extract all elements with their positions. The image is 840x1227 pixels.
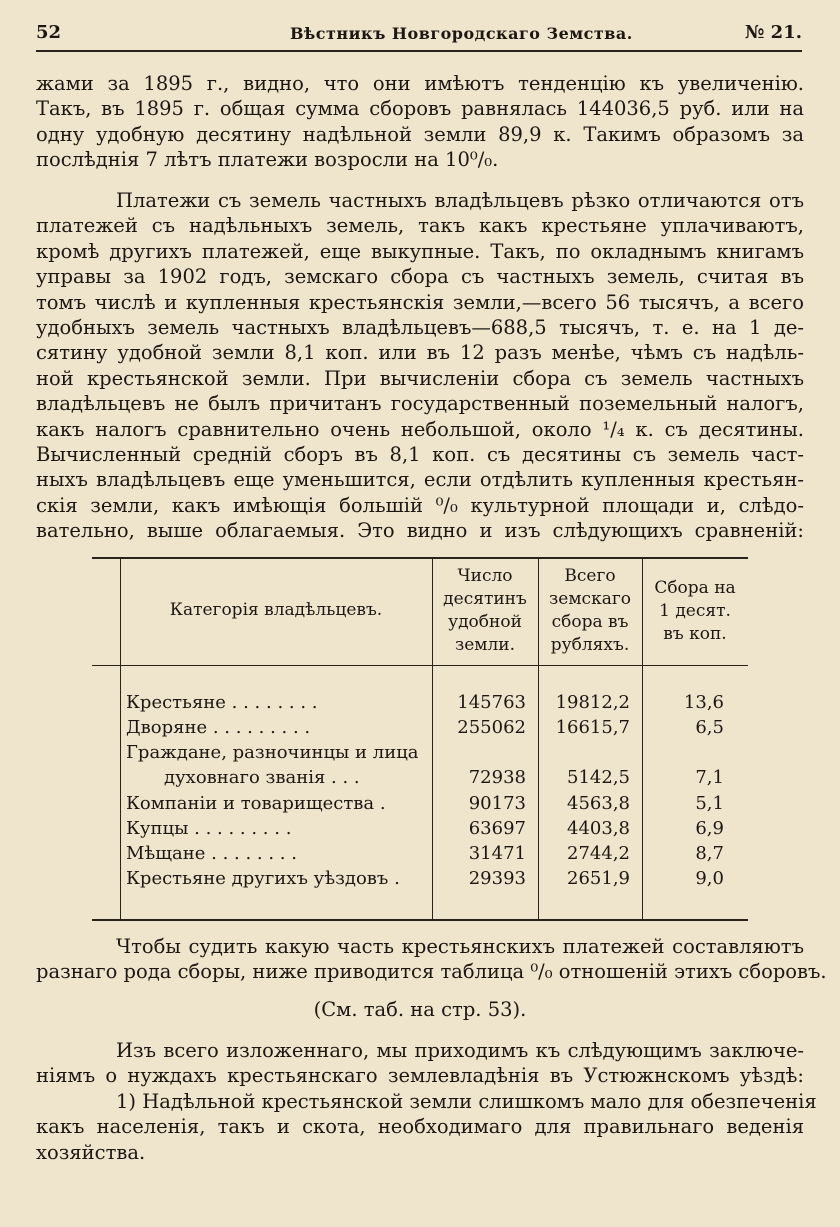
table-reference: (См. таб. на стр. 53). xyxy=(313,998,527,1021)
table-row xyxy=(92,717,748,742)
running-header xyxy=(36,20,802,52)
header-per-desyatina xyxy=(642,577,748,646)
table-row xyxy=(92,692,748,717)
paragraph-2 xyxy=(36,188,804,544)
header-line: земли. xyxy=(454,635,516,655)
row-total: 4403,8 xyxy=(567,818,630,839)
table-row xyxy=(92,793,748,818)
header-line: въ коп. xyxy=(663,624,727,644)
text-line: какъ населенія, такъ и скота, необходимаго для правильнаго веденія xyxy=(36,1115,804,1139)
row-category: Купцы . . . . . . . . . xyxy=(126,818,292,839)
row-per: 8,7 xyxy=(695,843,724,864)
text-line: Чтобы судить какую часть крестьянскихъ платежей составляютъ xyxy=(116,935,804,958)
row-total: 2744,2 xyxy=(567,843,630,864)
text-line: сятину удобной земли 8,1 коп. или въ 12 разъ менѣе, чѣмъ съ надѣль- xyxy=(36,341,804,365)
text-line: какъ налогъ сравнительно очень небольшой, около ¹/₄ к. съ десятины. xyxy=(36,417,804,441)
row-land: 90173 xyxy=(468,793,526,814)
header-line: сбора въ xyxy=(551,612,629,632)
paragraph-3 xyxy=(36,934,827,985)
journal-title: Вѣстникъ Новгородскаго Земства. xyxy=(290,24,633,43)
header-line: земскаго xyxy=(549,589,631,609)
text-line: одну удобную десятину надѣльной земли 89,9 к. Такимъ образомъ за xyxy=(36,122,804,146)
row-category: Дворяне . . . . . . . . . xyxy=(126,717,311,738)
header-category: Категорія владѣльцевъ. xyxy=(169,600,383,620)
row-total: 19812,2 xyxy=(555,692,630,713)
text-line: 1) Надѣльной крестьянской земли слишкомъ мало для обезпеченія xyxy=(116,1089,817,1113)
header-line: Всего xyxy=(564,566,616,586)
row-land: 255062 xyxy=(457,717,526,738)
row-category: Граждане, разночинцы и лица xyxy=(126,742,419,763)
row-category-continued: духовнаго званія . . . xyxy=(164,767,360,788)
table-row xyxy=(92,868,748,893)
row-land: 29393 xyxy=(468,868,526,889)
header-land xyxy=(432,565,538,657)
row-land: 63697 xyxy=(468,818,526,839)
row-total: 5142,5 xyxy=(567,767,630,788)
text-line: Такъ, въ 1895 г. общая сумма сборовъ равнялась 144036,5 руб. или на xyxy=(36,97,804,121)
row-per: 9,0 xyxy=(695,868,724,889)
row-category: Крестьяне . . . . . . . . xyxy=(126,692,318,713)
text-line: хозяйства. xyxy=(36,1140,146,1164)
header-line: 1 десят. xyxy=(659,601,731,621)
row-per: 7,1 xyxy=(695,767,724,788)
row-category: Компаніи и товарищества . xyxy=(126,793,386,814)
paragraph-1 xyxy=(36,71,804,173)
text-line: управы за 1902 годъ, земскаго сбора съ частныхъ земель, считая въ xyxy=(36,265,804,289)
table-row xyxy=(92,843,748,868)
header-line: Сбора на xyxy=(654,578,736,598)
text-line: удобныхъ земель частныхъ владѣльцевъ—688,5 тысячъ, т. е. на 1 де- xyxy=(36,316,804,340)
paragraph-4 xyxy=(36,1038,817,1165)
text-line: послѣднія 7 лѣтъ платежи возросли на 10⁰/₀. xyxy=(36,148,499,172)
row-category: Мѣщане . . . . . . . . xyxy=(126,843,297,864)
text-line: вательно, выше облагаемыя. Это видно и изъ слѣдующихъ сравненій: xyxy=(36,519,804,543)
row-total: 4563,8 xyxy=(567,793,630,814)
row-land: 31471 xyxy=(468,843,526,864)
issue-number: № 21. xyxy=(744,22,802,43)
header-line: Число xyxy=(457,566,513,586)
table-row xyxy=(92,767,748,792)
row-per: 13,6 xyxy=(683,692,724,713)
statistics-table xyxy=(92,557,748,921)
header-line: удобной xyxy=(448,612,522,632)
text-line: платежей съ надѣльныхъ земель, такъ какъ крестьяне уплачиваютъ, xyxy=(36,214,804,238)
row-land: 72938 xyxy=(468,767,526,788)
header-line: десятинъ xyxy=(443,589,527,609)
text-line: Вычисленный средній сборъ въ 8,1 коп. съ десятины съ земель част- xyxy=(36,443,804,467)
text-line: томъ числѣ и купленныя крестьянскія земли,—всего 56 тысячъ, а всего xyxy=(36,290,804,314)
row-category: Крестьяне другихъ уѣздовъ . xyxy=(126,868,400,889)
text-line: скія земли, какъ имѣющія большій ⁰/₀ культурной площади и, слѣдо- xyxy=(36,493,804,517)
row-total: 16615,7 xyxy=(555,717,630,738)
row-per: 6,9 xyxy=(695,818,724,839)
header-line: рубляхъ. xyxy=(550,635,630,655)
text-line: разнаго рода сборы, ниже приводится таблица ⁰/₀ отношеній этихъ сборовъ. xyxy=(36,960,827,984)
text-line: ныхъ владѣльцевъ еще уменьшится, если отдѣлить купленныя крестьян- xyxy=(36,468,804,492)
header-divider xyxy=(92,665,748,666)
table-row xyxy=(92,818,748,843)
page-number: 52 xyxy=(36,22,62,43)
row-land: 145763 xyxy=(457,692,526,713)
row-per: 6,5 xyxy=(695,717,724,738)
text-line: ной крестьянской земли. При вычисленіи сбора съ земель частныхъ xyxy=(36,366,804,390)
text-line: Изъ всего изложеннаго, мы приходимъ къ слѣдующимъ заключе- xyxy=(116,1039,804,1062)
table-row xyxy=(92,742,748,767)
row-per: 5,1 xyxy=(695,793,724,814)
text-line: жами за 1895 г., видно, что они имѣютъ тенденцію къ увеличенію. xyxy=(36,72,804,95)
text-line: владѣльцевъ не былъ причитанъ государственный поземельный налогъ, xyxy=(36,392,804,416)
row-total: 2651,9 xyxy=(567,868,630,889)
text-line: ніямъ о нуждахъ крестьянскаго землевладѣнія въ Устюжнскомъ уѣздѣ: xyxy=(36,1064,804,1088)
text-line: кромѣ другихъ платежей, еще выкупные. Такъ, по окладнымъ книгамъ xyxy=(36,239,804,263)
text-line: Платежи съ земель частныхъ владѣльцевъ рѣзко отличаются отъ xyxy=(116,189,804,212)
header-total xyxy=(538,565,642,657)
